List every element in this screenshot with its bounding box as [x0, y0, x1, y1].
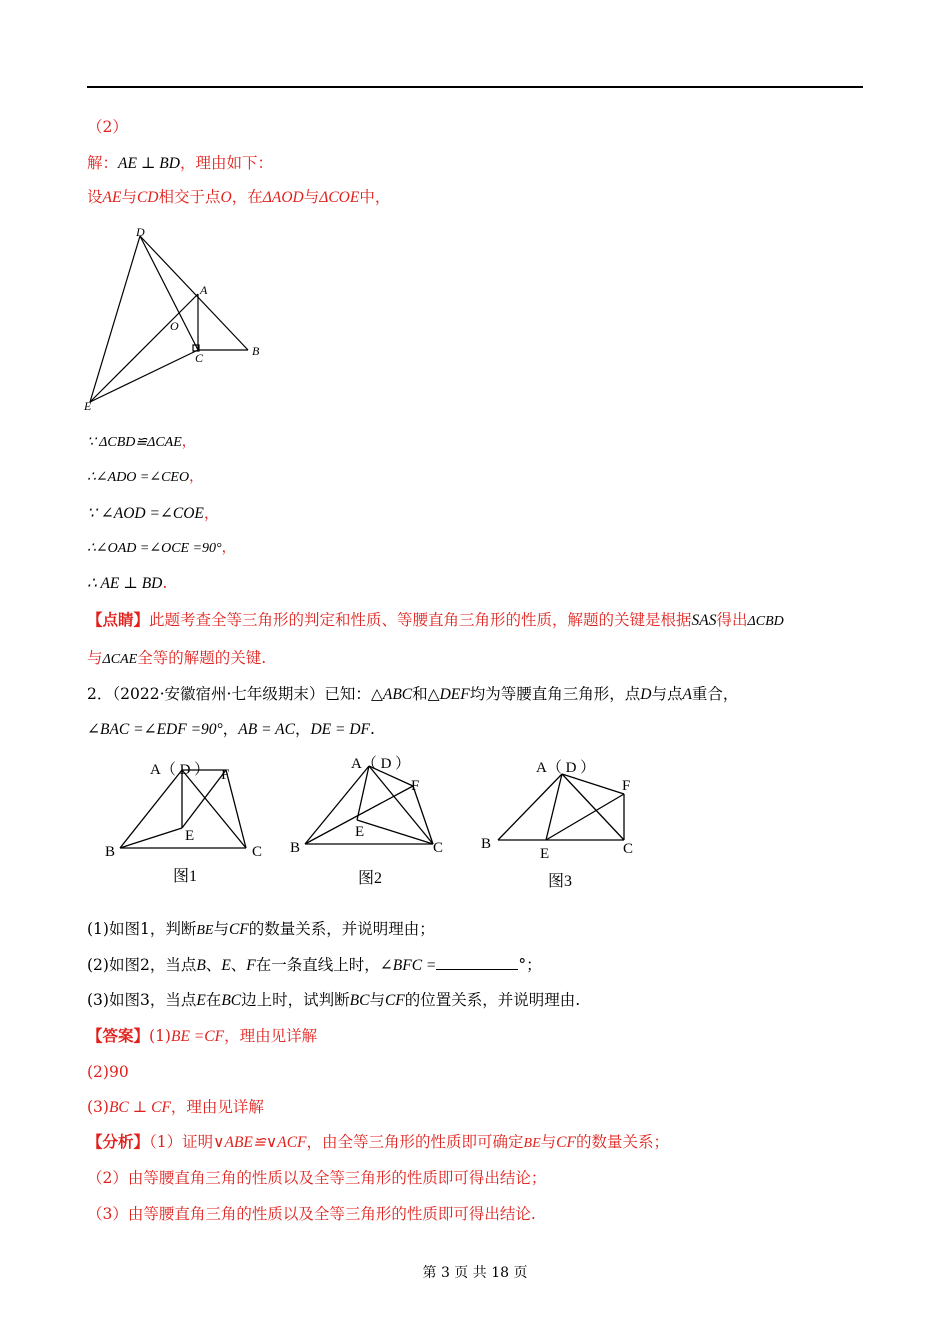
fig3-label-ad: A（ D ） — [536, 760, 596, 776]
fig3-label-f: F — [622, 778, 631, 794]
proof-step-2: ∴∠ADO =∠CEO， — [87, 469, 204, 485]
problem-2-line-1: 2．（2022·安徽宿州·七年级期末）已知：△ABC和△DEF均为等腰直角三角形，点D与点A重合， — [87, 685, 739, 703]
proof-step-3: ∵ ∠AOD =∠COE， — [87, 504, 220, 522]
answer-line-2: (2)90 — [87, 1063, 129, 1081]
diagram-aod-coe — [80, 222, 280, 417]
fig3-caption: 图3 — [548, 873, 573, 890]
fig3-label-b: B — [481, 836, 492, 852]
problem-2-line-2: ∠BAC =∠EDF =90°，AB = AC，DE = DF. — [87, 720, 375, 738]
fig1-caption: 图1 — [173, 868, 198, 885]
fig3-label-c: C — [623, 841, 634, 857]
figure-2 — [285, 748, 455, 893]
analysis-line-1: 【分析】（1）证明∨ABE≌∨ACF，由全等三角形的性质即可确定BE与CF的数量关系； — [87, 1132, 669, 1151]
comment-line-2: 与ΔCAE全等的解题的关键. — [87, 649, 267, 667]
part-2-label: （2） — [87, 118, 128, 136]
diag-label-d: D — [136, 225, 145, 239]
fig2-caption: 图2 — [358, 870, 383, 887]
answer-line-3: (3)BC ⊥ CF，理由见详解 — [87, 1098, 264, 1116]
diag-label-e: E — [84, 399, 92, 413]
figure-3 — [478, 752, 648, 897]
fig1-label-c: C — [252, 844, 263, 860]
setup-line: 设AE与CD相交于点O，在ΔAOD与ΔCOE中， — [87, 188, 391, 206]
diag-label-a: A — [200, 283, 208, 297]
fig1-label-e: E — [185, 828, 195, 844]
comment-line-1: 【点睛】此题考查全等三角形的判定和性质、等腰直角三角形的性质，解题的关键是根据SAS得出ΔCBD — [87, 610, 784, 629]
question-1: (1)如图1，判断BE与CF的数量关系，并说明理由； — [87, 920, 435, 938]
solution-line: 解：AE ⊥ BD，理由如下： — [87, 154, 273, 172]
page-footer: 第 3 页 共 18 页 — [422, 1265, 528, 1281]
fig2-label-f: F — [411, 778, 420, 794]
figure-1 — [100, 756, 275, 891]
fig2-label-e: E — [355, 824, 365, 840]
proof-step-4: ∴∠OAD =∠OCE =90°， — [87, 540, 236, 556]
fig1-label-ad: A（ D ） — [150, 762, 210, 778]
analysis-line-2: （2）由等腰直角三角的性质以及全等三角形的性质即可得出结论； — [87, 1169, 547, 1187]
fig1-label-b: B — [105, 844, 116, 860]
diag-label-c: C — [195, 351, 204, 365]
answer-line-1: 【答案】(1)BE =CF，理由见详解 — [87, 1026, 318, 1045]
question-2: (2)如图2，当点B、E、F在一条直线上时，∠BFC = °； — [87, 956, 542, 974]
header-rule — [87, 86, 863, 88]
fig2-label-c: C — [433, 840, 444, 856]
diag-label-o: O — [170, 319, 179, 333]
question-3: (3)如图3，当点E在BC边上时，试判断BC与CF的位置关系，并说明理由. — [87, 991, 581, 1009]
fig2-label-b: B — [290, 840, 301, 856]
fig2-label-ad: A（ D ） — [351, 756, 411, 772]
proof-step-1: ∵ ΔCBD≌ΔCAE， — [87, 434, 196, 450]
fig3-label-e: E — [540, 846, 550, 862]
analysis-line-3: （3）由等腰直角三角的性质以及全等三角形的性质即可得出结论. — [87, 1205, 536, 1223]
answer-blank — [436, 955, 518, 970]
diag-label-b: B — [252, 344, 260, 358]
fig1-label-f: F — [221, 767, 230, 783]
proof-step-5: ∴ AE ⊥ BD. — [87, 574, 168, 592]
